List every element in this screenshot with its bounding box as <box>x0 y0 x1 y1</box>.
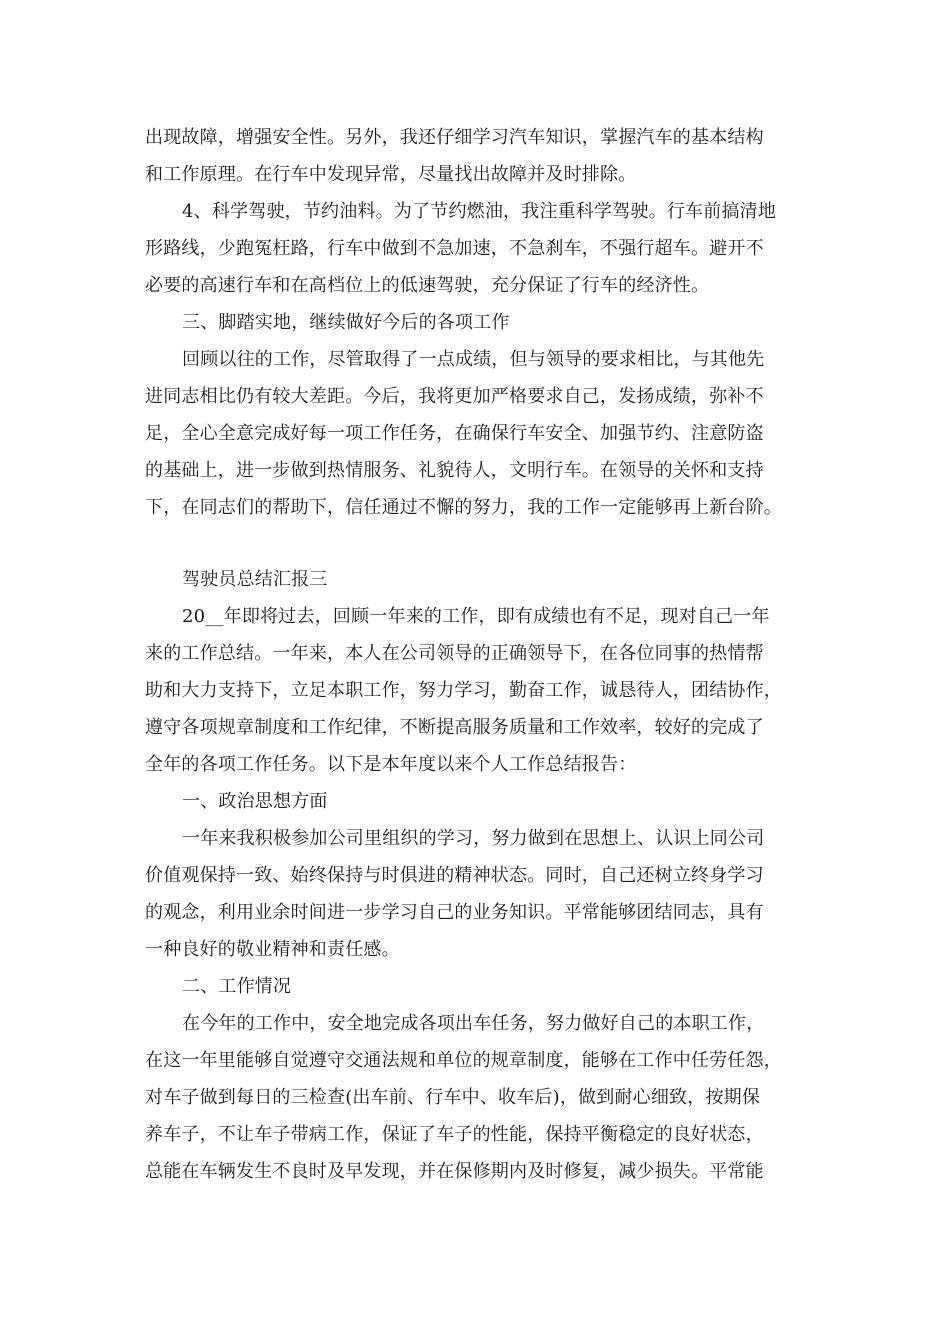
paragraph-gap <box>145 526 825 561</box>
body-line: 一种良好的敬业精神和责任感。 <box>145 939 400 960</box>
document-body <box>145 119 825 1190</box>
section-heading: 二、工作情况 <box>182 976 292 997</box>
body-line: 必要的高速行车和在高档位上的低速驾驶，充分保证了行车的经济性。 <box>145 275 710 296</box>
body-line: 遵守各项规章制度和工作纪律，不断提高服务质量和工作效率，较好的完成了 <box>145 717 764 738</box>
body-line: 的基础上，进一步做到热情服务、礼貌待人，文明行车。在领导的关怀和支持 <box>145 460 764 481</box>
body-line: 总能在车辆发生不良时及早发现，并在保修期内及时修复，减少损失。平常能 <box>145 1161 764 1182</box>
body-line: 20__年即将过去，回顾一年来的工作，即有成绩也有不足，现对自己一年 <box>182 606 770 627</box>
body-line: 回顾以往的工作，尽管取得了一点成绩，但与领导的要求相比，与其他先 <box>182 349 765 370</box>
section-heading: 一、政治思想方面 <box>182 791 328 812</box>
body-line: 在这一年里能够自觉遵守交通法规和单位的规章制度，能够在工作中任劳任怨， <box>145 1050 782 1071</box>
body-line: 在今年的工作中，安全地完成各项出车任务，努力做好自己的本职工作， <box>182 1013 765 1034</box>
body-line: 4、科学驾驶，节约油料。为了节约燃油，我注重科学驾驶。行车前搞清地 <box>182 201 777 222</box>
section-heading: 三、脚踏实地，继续做好今后的各项工作 <box>182 312 510 333</box>
body-line: 来的工作总结。一年来，本人在公司领导的正确领导下，在各位同事的热情帮 <box>145 643 764 664</box>
body-line: 一年来我积极参加公司里组织的学习，努力做到在思想上、认识上同公司 <box>182 828 765 849</box>
body-line: 对车子做到每日的三检查(出车前、行车中、收车后)，做到耐心细致，按期保 <box>145 1087 761 1108</box>
body-line: 的观念，利用业余时间进一步学习自己的业务知识。平常能够团结同志，具有 <box>145 902 764 923</box>
body-line: 价值观保持一致、始终保持与时俱进的精神状态。同时，自己还树立终身学习 <box>145 865 764 886</box>
body-line: 足，全心全意完成好每一项工作任务，在确保行车安全、加强节约、注意防盗 <box>145 423 764 444</box>
body-line: 助和大力支持下，立足本职工作，努力学习，勤奋工作，诚恳待人，团结协作， <box>145 680 782 701</box>
body-line: 和工作原理。在行车中发现异常，尽量找出故障并及时排除。 <box>145 164 637 185</box>
body-line: 下，在同志们的帮助下，信任通过不懈的努力，我的工作一定能够再上新台阶。 <box>145 497 782 518</box>
body-line: 全年的各项工作任务。以下是本年度以来个人工作总结报告： <box>145 754 637 775</box>
document-title: 驾驶员总结汇报三 <box>182 569 328 590</box>
body-line: 养车子，不让车子带病工作，保证了车子的性能，保持平衡稳定的良好状态， <box>145 1124 764 1145</box>
body-line: 进同志相比仍有较大差距。今后，我将更加严格要求自己，发扬成绩，弥补不 <box>145 386 764 407</box>
body-line: 出现故障，增强安全性。另外，我还仔细学习汽车知识，掌握汽车的基本结构 <box>145 127 764 148</box>
body-line: 形路线，少跑冤枉路，行车中做到不急加速，不急刹车，不强行超车。避开不 <box>145 238 764 259</box>
